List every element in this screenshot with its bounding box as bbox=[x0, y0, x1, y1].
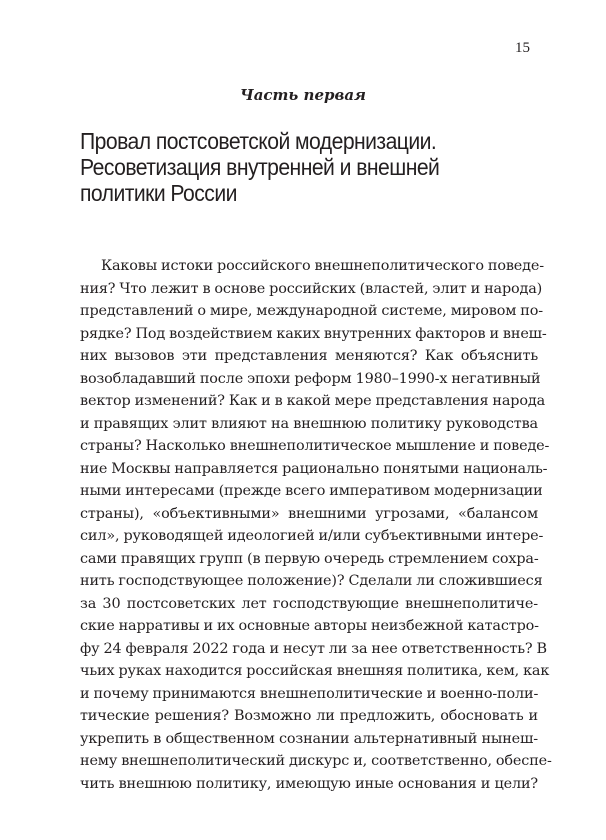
body-line: возобладавший после эпохи реформ 1980–1990-х негативный bbox=[80, 370, 541, 387]
chapter-title bbox=[80, 128, 503, 206]
body-line: ния? Что лежит в основе российских (властей, элит и народа) bbox=[80, 280, 543, 297]
body-line: фу 24 февраля 2022 года и несут ли за нее ответственность? В bbox=[80, 640, 547, 657]
body-line: нему внешнеполитический дискурс и, соответственно, обеспе- bbox=[80, 753, 552, 769]
body-line: сами правящих групп (в первую очередь стремлением сохра- bbox=[80, 550, 539, 567]
body-line: чьих руках находится российская внешняя политика, кем, как bbox=[80, 663, 550, 679]
body-line: вектор изменений? Как и в какой мере представления народа bbox=[80, 393, 545, 409]
body-line: ными интересами (прежде всего императивом модернизации bbox=[80, 483, 543, 499]
page-number: 15 bbox=[515, 40, 530, 56]
chapter-title-line: Ресоветизация внутренней и внешней bbox=[80, 154, 440, 180]
chapter-title-line: Провал постсоветской модернизации. bbox=[80, 128, 437, 154]
body-line: ние Москвы направляется рационально понятыми националь- bbox=[80, 460, 548, 477]
body-line: Каковы истоки российского внешнеполитического поведе- bbox=[101, 258, 544, 274]
body-line: рядке? Под воздействием каких внутренних факторов и внеш- bbox=[80, 325, 547, 342]
body-line: и правящих элит влияют на внешнюю политику руководства bbox=[80, 415, 538, 432]
body-line: чить внешнюю политику, имеющую иные основания и цели? bbox=[80, 775, 538, 792]
body-paragraph bbox=[80, 255, 552, 795]
body-line: них вызовов эти представления меняются? Как объяснить bbox=[80, 348, 538, 364]
chapter-title-line: политики России bbox=[80, 180, 237, 206]
body-line: укрепить в общественном сознании альтернативный нынеш- bbox=[80, 730, 538, 747]
part-label: Часть первая bbox=[240, 86, 366, 104]
body-line: нить господствующее положение)? Сделали ли сложившиеся bbox=[80, 573, 543, 589]
body-line: страны), «объективными» внешними угрозами, «балансом bbox=[80, 505, 538, 522]
body-line: тические решения? Возможно ли предложить, обосновать и bbox=[80, 708, 538, 724]
body-line: представлений о мире, международной системе, мировом по- bbox=[80, 303, 543, 319]
body-line: сил», руководящей идеологией и/или субъективными интере- bbox=[80, 528, 544, 544]
body-line: за 30 постсоветских лет господствующие внешнеполитиче- bbox=[80, 595, 538, 612]
body-line: и почему принимаются внешнеполитические и военно-поли- bbox=[80, 685, 539, 702]
body-line: страны? Насколько внешнеполитическое мышление и поведе- bbox=[80, 438, 550, 454]
body-line: ские нарративы и их основные авторы неизбежной катастро- bbox=[80, 618, 539, 634]
